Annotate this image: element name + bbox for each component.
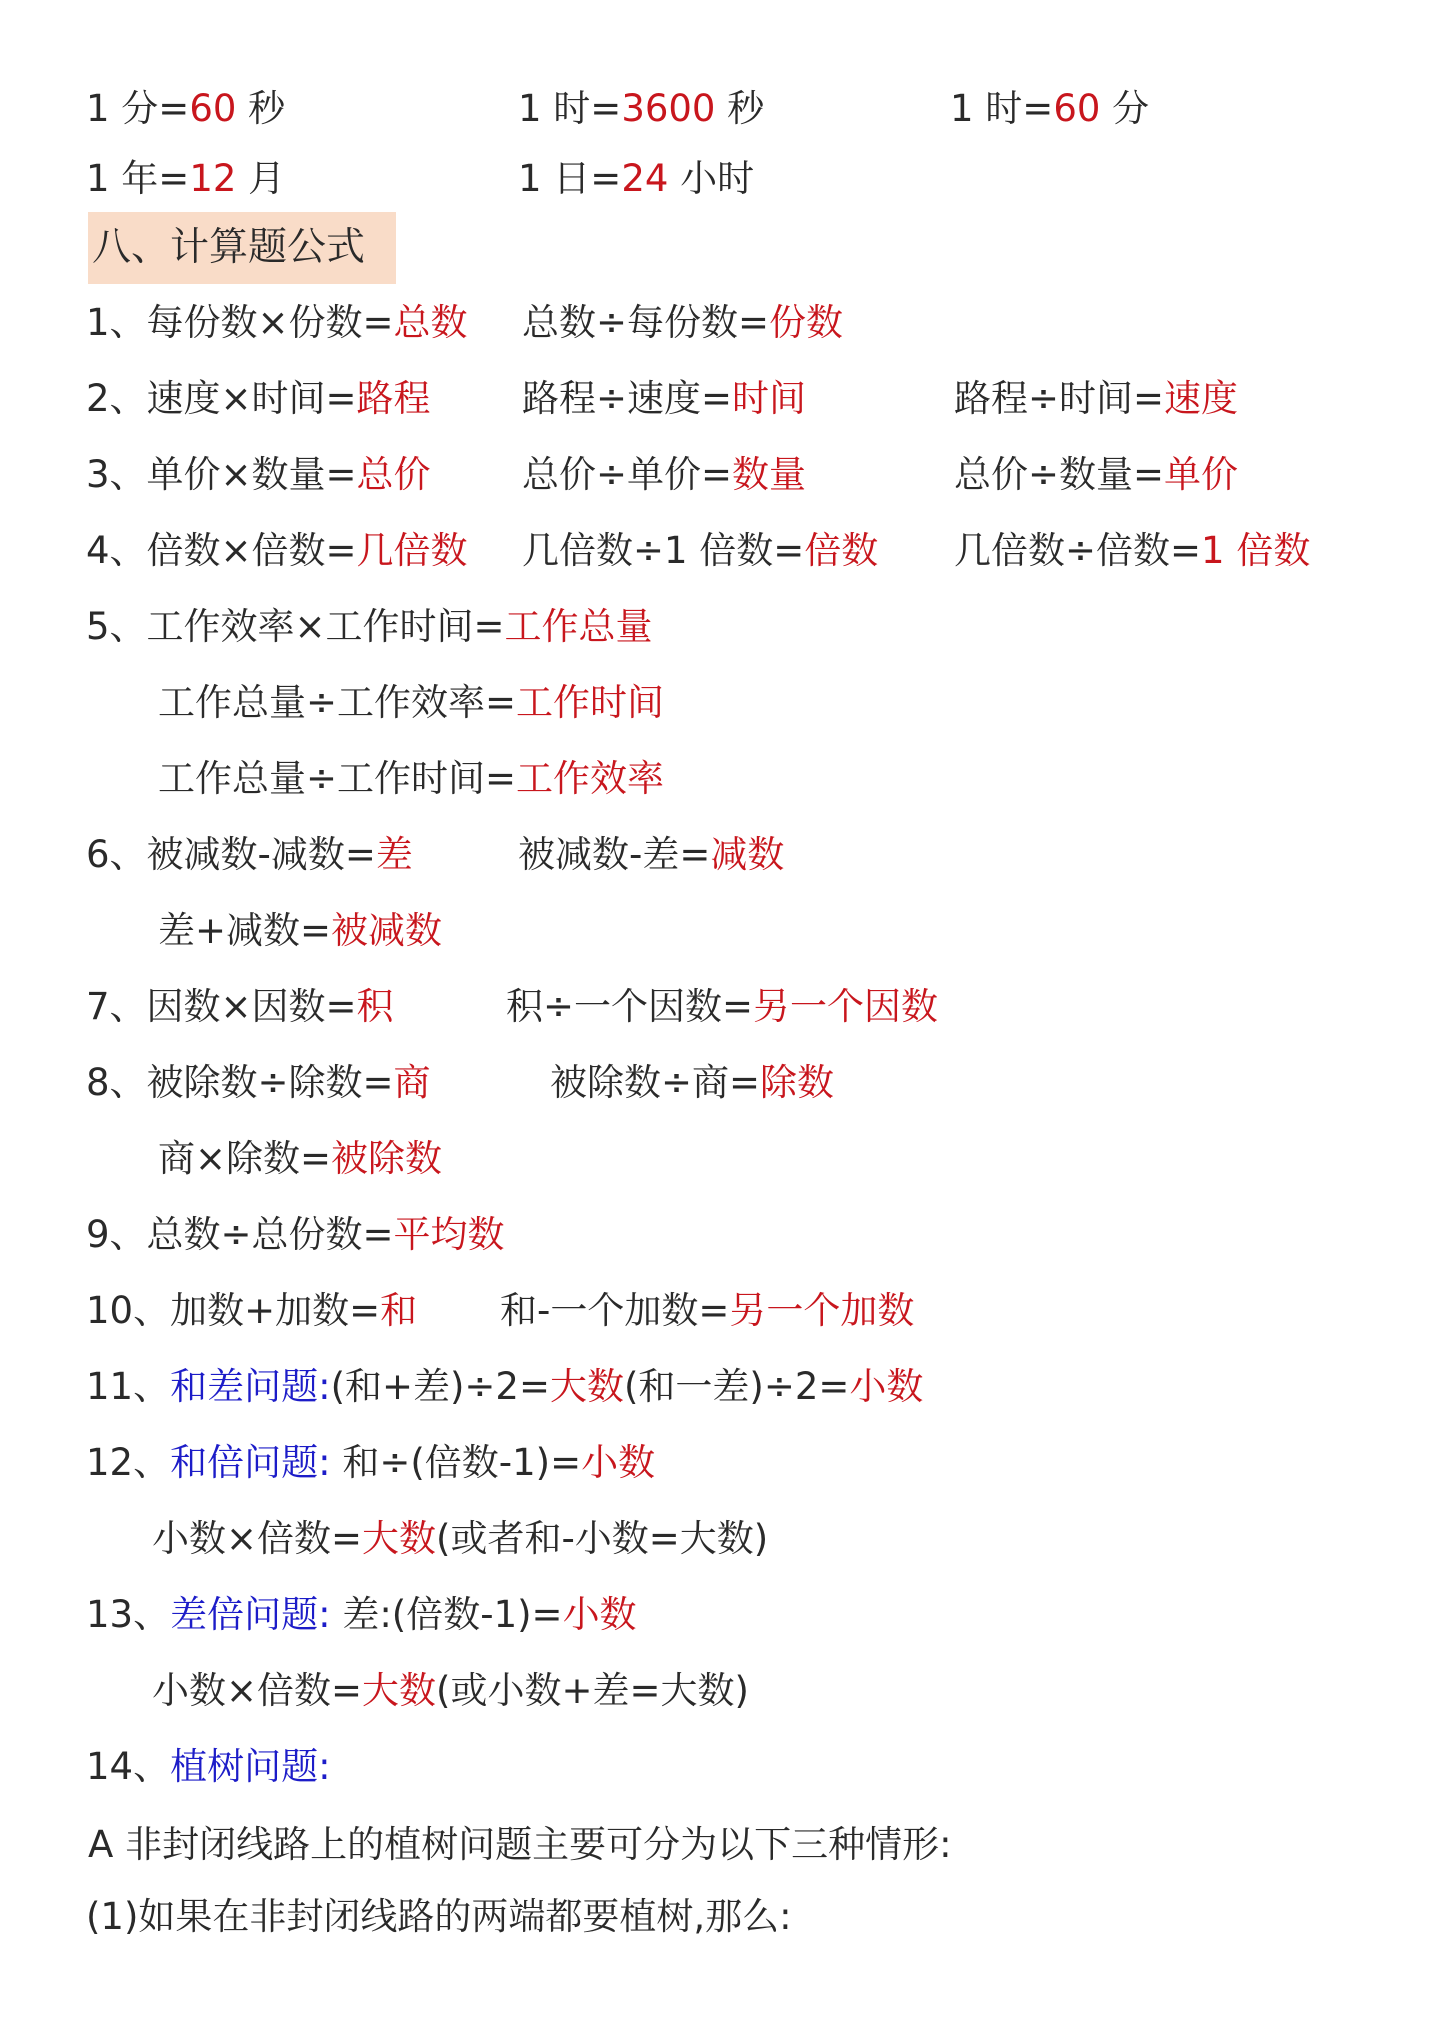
formula-text: 路程÷速度= bbox=[522, 377, 733, 420]
formula-answer: 时间 bbox=[732, 377, 807, 420]
formula-line bbox=[86, 1286, 417, 1336]
formula-line bbox=[158, 1134, 442, 1184]
formula-line bbox=[522, 526, 878, 576]
formula-answer: 总数 bbox=[393, 301, 468, 344]
formula-answer: 总价 bbox=[356, 453, 431, 496]
formula-number: 12、 bbox=[86, 1441, 171, 1484]
formula-text: 8、被除数÷除数= bbox=[86, 1061, 394, 1104]
formula-line bbox=[954, 526, 1310, 576]
formula-text: (或者和-小数=大数) bbox=[436, 1517, 769, 1560]
formula-line bbox=[86, 1742, 331, 1792]
paragraph bbox=[88, 1820, 952, 1870]
formula-line bbox=[550, 1058, 834, 1108]
formula-text: 差+减数= bbox=[158, 909, 332, 952]
formula-answer: 小数 bbox=[581, 1441, 656, 1484]
formula-line bbox=[522, 298, 843, 348]
unit-text: 1 年= bbox=[86, 157, 190, 200]
unit-text: 1 时= bbox=[518, 87, 622, 130]
formula-answer: 另一个因数 bbox=[753, 985, 939, 1028]
formula-text: 1、每份数×份数= bbox=[86, 301, 394, 344]
unit-text: 秒 bbox=[715, 87, 765, 130]
formula-answer: 和 bbox=[380, 1289, 418, 1332]
formula-line bbox=[86, 982, 394, 1032]
formula-answer: 1 倍数 bbox=[1201, 529, 1311, 572]
formula-text: 被减数-差= bbox=[518, 833, 711, 876]
section-heading bbox=[88, 212, 396, 284]
formula-answer: 商 bbox=[393, 1061, 431, 1104]
formula-text: (或小数+差=大数) bbox=[436, 1669, 749, 1712]
formula-line bbox=[86, 1362, 923, 1412]
formula-line bbox=[86, 1210, 505, 1260]
formula-text: 差:(倍数-1)= bbox=[330, 1593, 563, 1636]
formula-line bbox=[522, 450, 806, 500]
formula-line bbox=[158, 678, 664, 728]
formula-answer: 另一个加数 bbox=[729, 1289, 915, 1332]
paragraph-text: (1)如果在非封闭线路的两端都要植树,那么: bbox=[86, 1895, 792, 1938]
formula-text: 5、工作效率×工作时间= bbox=[86, 605, 505, 648]
unit-value: 60 bbox=[1053, 87, 1101, 130]
formula-line bbox=[158, 754, 664, 804]
paragraph-text: A 非封闭线路上的植树问题主要可分为以下三种情形: bbox=[88, 1823, 952, 1866]
formula-line bbox=[86, 830, 413, 880]
formula-answer: 份数 bbox=[769, 301, 844, 344]
formula-line bbox=[86, 602, 653, 652]
formula-text: 被除数÷商= bbox=[550, 1061, 761, 1104]
unit-value: 12 bbox=[189, 157, 237, 200]
formula-line bbox=[86, 526, 468, 576]
formula-text: 总价÷单价= bbox=[522, 453, 733, 496]
formula-line bbox=[152, 1666, 749, 1716]
formula-answer: 除数 bbox=[760, 1061, 835, 1104]
formula-text: 小数×倍数= bbox=[152, 1669, 363, 1712]
formula-text: 10、加数+加数= bbox=[86, 1289, 381, 1332]
formula-answer: 路程 bbox=[356, 377, 431, 420]
unit-year-months bbox=[86, 154, 285, 204]
unit-value: 24 bbox=[621, 157, 669, 200]
unit-text: 小时 bbox=[668, 157, 755, 200]
formula-text: 几倍数÷1 倍数= bbox=[522, 529, 805, 572]
formula-answer: 小数 bbox=[562, 1593, 637, 1636]
formula-answer: 减数 bbox=[710, 833, 785, 876]
formula-text: 积÷一个因数= bbox=[506, 985, 754, 1028]
paragraph bbox=[86, 1892, 792, 1942]
unit-value: 60 bbox=[189, 87, 237, 130]
formula-answer: 工作总量 bbox=[504, 605, 653, 648]
formula-line bbox=[158, 906, 442, 956]
formula-text: 4、倍数×倍数= bbox=[86, 529, 357, 572]
formula-answer: 速度 bbox=[1164, 377, 1239, 420]
formula-text: (和+差)÷2= bbox=[330, 1365, 550, 1408]
formula-text: 7、因数×因数= bbox=[86, 985, 357, 1028]
formula-line bbox=[954, 374, 1238, 424]
formula-line bbox=[86, 374, 431, 424]
formula-line bbox=[86, 1438, 655, 1488]
formula-answer: 倍数 bbox=[804, 529, 879, 572]
formula-answer: 被减数 bbox=[331, 909, 443, 952]
formula-answer: 工作时间 bbox=[516, 681, 665, 724]
formula-line bbox=[86, 1590, 637, 1640]
formula-answer: 平均数 bbox=[393, 1213, 505, 1256]
formula-answer: 大数 bbox=[362, 1669, 437, 1712]
formula-answer: 差 bbox=[375, 833, 413, 876]
problem-topic: 和差问题: bbox=[170, 1365, 331, 1408]
formula-text: 小数×倍数= bbox=[152, 1517, 363, 1560]
unit-value: 3600 bbox=[621, 87, 716, 130]
formula-text: 路程÷时间= bbox=[954, 377, 1165, 420]
formula-line bbox=[518, 830, 784, 880]
formula-answer: 工作效率 bbox=[516, 757, 665, 800]
formula-line bbox=[86, 450, 431, 500]
formula-line bbox=[954, 450, 1238, 500]
formula-answer: 大数 bbox=[362, 1517, 437, 1560]
unit-text: 1 分= bbox=[86, 87, 190, 130]
unit-hour-seconds bbox=[518, 84, 764, 134]
formula-line bbox=[522, 374, 806, 424]
formula-text: 9、总数÷总份数= bbox=[86, 1213, 394, 1256]
formula-text: 3、单价×数量= bbox=[86, 453, 357, 496]
problem-topic: 差倍问题: bbox=[170, 1593, 331, 1636]
formula-line bbox=[152, 1514, 768, 1564]
section-heading-text: 八、计算题公式 bbox=[92, 225, 366, 270]
formula-answer: 被除数 bbox=[331, 1137, 443, 1180]
formula-text: 工作总量÷工作效率= bbox=[158, 681, 517, 724]
formula-answer: 积 bbox=[356, 985, 394, 1028]
unit-day-hours bbox=[518, 154, 754, 204]
unit-text: 月 bbox=[236, 157, 286, 200]
formula-text: (和一差)÷2= bbox=[623, 1365, 850, 1408]
unit-text: 分 bbox=[1100, 87, 1150, 130]
problem-topic: 和倍问题: bbox=[170, 1441, 331, 1484]
formula-text: 总价÷数量= bbox=[954, 453, 1165, 496]
unit-hour-minutes bbox=[950, 84, 1149, 134]
formula-text: 商×除数= bbox=[158, 1137, 332, 1180]
formula-line bbox=[86, 298, 468, 348]
formula-line bbox=[86, 1058, 431, 1108]
unit-text: 1 时= bbox=[950, 87, 1054, 130]
formula-text: 几倍数÷倍数= bbox=[954, 529, 1202, 572]
formula-line bbox=[506, 982, 938, 1032]
formula-text: 和-一个加数= bbox=[500, 1289, 730, 1332]
problem-topic: 植树问题: bbox=[170, 1745, 331, 1788]
formula-number: 11、 bbox=[86, 1365, 171, 1408]
formula-answer: 小数 bbox=[849, 1365, 924, 1408]
formula-number: 13、 bbox=[86, 1593, 171, 1636]
formula-text: 2、速度×时间= bbox=[86, 377, 357, 420]
formula-line bbox=[500, 1286, 914, 1336]
formula-answer: 几倍数 bbox=[356, 529, 468, 572]
formula-answer: 单价 bbox=[1164, 453, 1239, 496]
formula-answer: 数量 bbox=[732, 453, 807, 496]
formula-text: 和÷(倍数-1)= bbox=[330, 1441, 582, 1484]
formula-number: 14、 bbox=[86, 1745, 171, 1788]
formula-text: 6、被减数-减数= bbox=[86, 833, 376, 876]
unit-text: 1 日= bbox=[518, 157, 622, 200]
unit-text: 秒 bbox=[236, 87, 286, 130]
formula-text: 总数÷每份数= bbox=[522, 301, 770, 344]
unit-minute-seconds bbox=[86, 84, 285, 134]
formula-answer: 大数 bbox=[549, 1365, 624, 1408]
formula-text: 工作总量÷工作时间= bbox=[158, 757, 517, 800]
